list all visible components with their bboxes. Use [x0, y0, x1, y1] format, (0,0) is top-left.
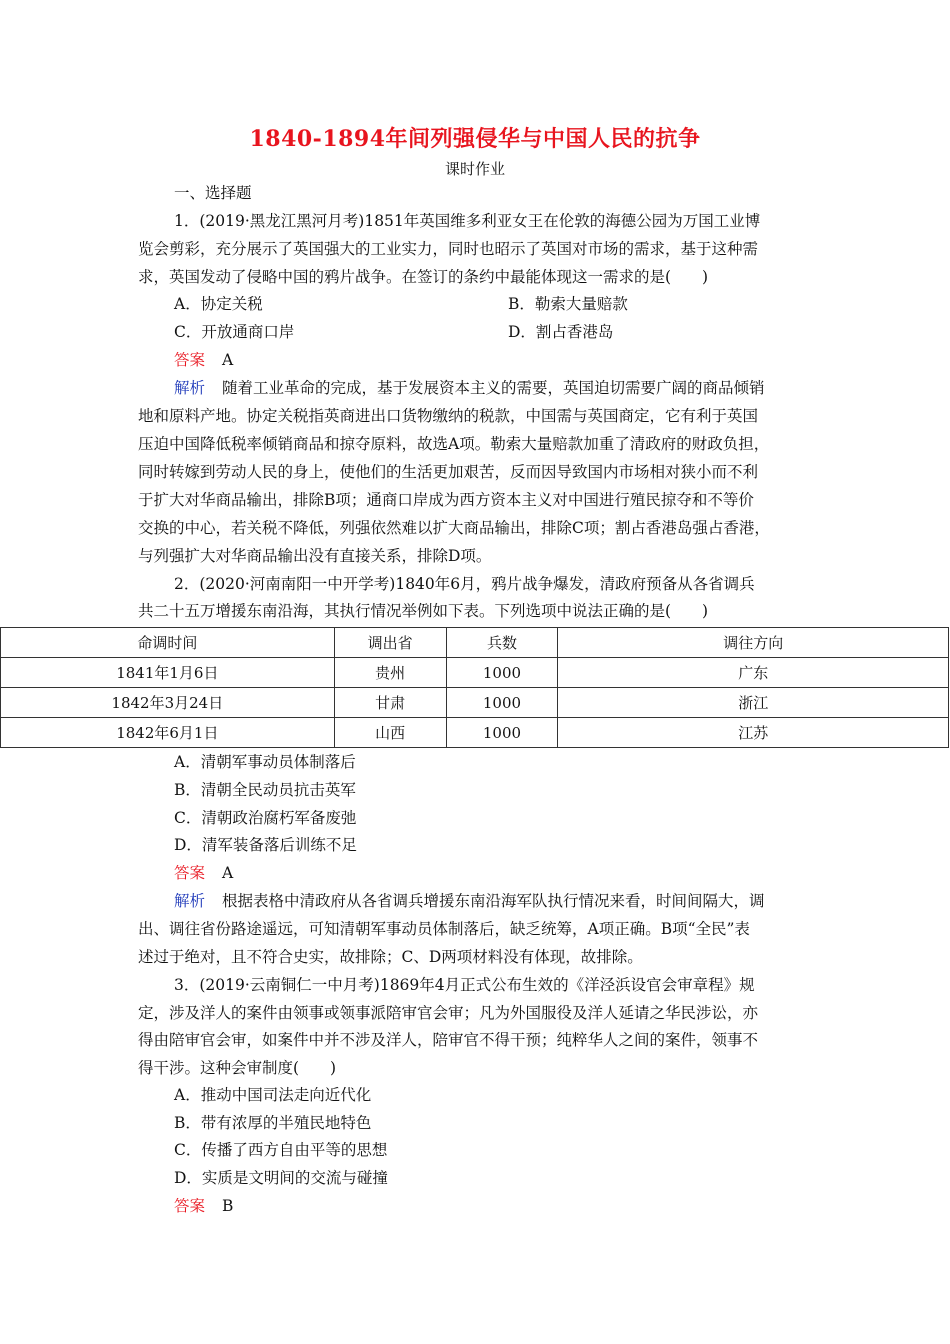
table-header-cell: 调出省: [334, 628, 446, 658]
table-cell: 山西: [334, 718, 446, 748]
q1-analysis-line: 同时转嫁到劳动人民的身上，使他们的生活更加艰苦，反而因导致国内市场相对狭小而不利: [138, 463, 759, 481]
troop-table: [0, 627, 949, 748]
table-cell: 1000: [446, 718, 558, 748]
table-header-row: [1, 628, 949, 658]
q1-stem-line: 1．(2019·黑龙江黑河月考)1851年英国维多利亚女王在伦敦的海德公园为万国工业博: [174, 212, 761, 230]
q2-answer-value: A: [221, 864, 234, 882]
q1-stem-line: 览会剪彩，充分展示了英国强大的工业实力，同时也昭示了英国对市场的需求，基于这种需: [138, 240, 759, 258]
q1-analysis-line: 与列强扩大对华商品输出没有直接关系，排除D项。: [138, 547, 492, 565]
q2-option-d: D．清军装备落后训练不足: [174, 836, 357, 854]
q1-answer: [174, 350, 233, 370]
answer-label: 答案: [174, 864, 206, 882]
table-cell: 贵州: [334, 658, 446, 688]
document-title: 1840-1894年间列强侵华与中国人民的抗争: [249, 126, 701, 152]
table-row: [1, 658, 949, 688]
table-row: [1, 688, 949, 718]
answer-label: 答案: [174, 351, 206, 369]
q3-option-b: B．带有浓厚的半殖民地特色: [174, 1114, 372, 1132]
table-cell: 广东: [558, 658, 949, 688]
table-cell: 1842年3月24日: [1, 688, 335, 718]
q1-analysis-line: [174, 378, 764, 398]
table-cell: 1841年1月6日: [1, 658, 335, 688]
table-header-cell: 调往方向: [558, 628, 949, 658]
q1-analysis-line: 地和原料产地。协定关税指英商进出口货物缴纳的税款，中国需与英国商定，它有利于英国: [138, 407, 759, 425]
q3-option-c: C．传播了西方自由平等的思想: [174, 1141, 388, 1159]
q2-analysis-line: 述过于绝对，且不符合史实，故排除；C、D两项材料没有体现，故排除。: [138, 948, 643, 966]
document-subtitle: 课时作业: [444, 160, 505, 178]
q1-option-b: B．勒索大量赔款: [508, 295, 628, 313]
q3-stem-line: 定，涉及洋人的案件由领事或领事派陪审官会审；凡为外国服役及洋人延请之华民涉讼，亦: [138, 1004, 759, 1022]
table-header-cell: 命调时间: [1, 628, 335, 658]
q2-analysis-line: [174, 891, 764, 911]
q3-option-d: D．实质是文明间的交流与碰撞: [174, 1169, 388, 1187]
table-cell: 1000: [446, 688, 558, 718]
table-cell: 江苏: [558, 718, 949, 748]
q1-analysis-text: 随着工业革命的完成，基于发展资本主义的需要，英国迫切需要广阔的商品倾销: [221, 379, 765, 397]
q2-option-b: B．清朝全民动员抗击英军: [174, 781, 356, 799]
q1-option-d: D．割占香港岛: [508, 323, 614, 341]
table-cell: 浙江: [558, 688, 949, 718]
q2-answer: [174, 863, 233, 883]
q3-option-a: A．推动中国司法走向近代化: [174, 1086, 372, 1104]
table-row: [1, 718, 949, 748]
q3-stem-line: 得由陪审官会审，如案件中并不涉及洋人，陪审官不得干预；纯粹华人之间的案件，领事不: [138, 1031, 759, 1049]
q1-answer-value: A: [221, 351, 234, 369]
q2-option-c: C．清朝政治腐朽军备废弛: [174, 809, 357, 827]
table-cell: 1842年6月1日: [1, 718, 335, 748]
q3-answer: [174, 1196, 233, 1216]
q1-analysis-line: 交换的中心，若关税不降低，列强依然难以扩大商品输出，排除C项；割占香港岛强占香港，: [138, 519, 770, 537]
q3-answer-value: B: [221, 1197, 234, 1215]
q1-analysis-line: 压迫中国降低税率倾销商品和掠夺原料，故选A项。勒索大量赔款加重了清政府的财政负担，: [138, 435, 770, 453]
q2-stem-line: 共二十五万增援东南沿海，其执行情况举例如下表。下列选项中说法正确的是( ): [138, 602, 709, 620]
q3-stem-line: 得干涉。这种会审制度( ): [138, 1059, 337, 1077]
table-cell: 甘肃: [334, 688, 446, 718]
q2-option-a: A．清朝军事动员体制落后: [174, 753, 356, 771]
answer-label: 答案: [174, 1197, 206, 1215]
q1-analysis-line: 于扩大对华商品输出，排除B项；通商口岸成为西方资本主义对中国进行殖民掠夺和不等价: [138, 491, 754, 509]
table-header-cell: 兵数: [446, 628, 558, 658]
q1-option-a: A．协定关税: [174, 295, 263, 313]
q1-option-c: C．开放通商口岸: [174, 323, 295, 341]
section-heading: 一、选择题: [174, 184, 252, 202]
q3-stem-line: 3．(2019·云南铜仁一中月考)1869年4月正式公布生效的《洋泾浜设官会审章程》规: [174, 976, 755, 994]
q2-analysis-text: 根据表格中清政府从各省调兵增援东南沿海军队执行情况来看，时间间隔大，调: [221, 892, 765, 910]
q2-analysis-line: 出、调往省份路途遥远，可知清朝军事动员体制落后，缺乏统筹，A项正确。B项“全民”表: [138, 920, 750, 938]
q2-stem-line: 2．(2020·河南南阳一中开学考)1840年6月，鸦片战争爆发，清政府预备从各省调兵: [174, 575, 755, 593]
table-cell: 1000: [446, 658, 558, 688]
analysis-label: 解析: [174, 379, 206, 397]
analysis-label: 解析: [174, 892, 206, 910]
q1-stem-line: 求，英国发动了侵略中国的鸦片战争。在签订的条约中最能体现这一需求的是( ): [138, 268, 709, 286]
